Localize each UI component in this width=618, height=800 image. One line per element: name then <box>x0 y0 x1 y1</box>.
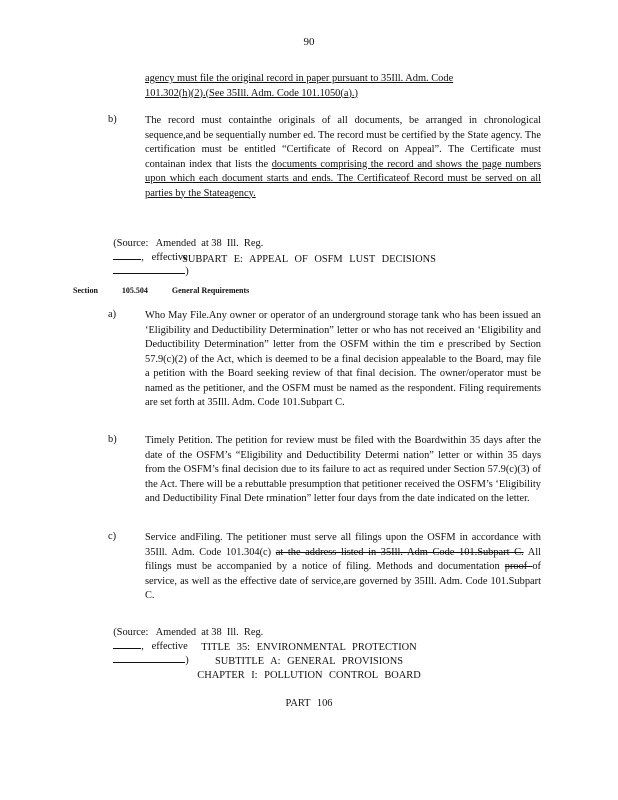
item-c-label: c) <box>108 531 117 542</box>
item-c-struck-text-1: at the address listed in 35Ill. Adm Code 101.Subpart C. <box>275 546 524 558</box>
source-2-suffix: ) <box>185 655 189 666</box>
item-b-label: b) <box>108 114 117 125</box>
title-line: TITLE 35: ENVIRONMENTAL PROTECTION <box>201 642 417 653</box>
subtitle-line: SUBTITLE A: GENERAL PROVISIONS <box>215 656 403 667</box>
item-a-label: a) <box>108 309 117 320</box>
carryover-line-1: agency must file the original record in paper pursuant to 35Ill. Adm. Code <box>145 73 454 84</box>
item-b2-label: b) <box>108 434 117 445</box>
carryover-line-2: 101.302(h)(2).(See 35Ill. Adm. Code 101.1050(a).) <box>145 87 358 99</box>
item-b2-paragraph: Timely Petition. The petition for review must be filed with the Boardwithin 35 days after the date of the OSFM’s “Eligibility and Deductibility Determi nation” letter or within 35 days from the OSFM’s final decision due to its failure to act as required under Section 57.9(c)(3) of the Act. There will be a rebuttable presumption that petitioner received the OSFM’s ‘Eligibility and Deductibility Final Dete rmination” letter four days from the date indicated on the letter. <box>145 435 541 504</box>
part-heading: PART 106 <box>285 698 333 709</box>
item-b-underlined-text: documents comprising the record and shows the page numbers upon which each document starts and ends. The Certificateof Record must be served on all parties by the Stateagency. <box>145 158 541 199</box>
source-suffix: ) <box>185 266 189 277</box>
item-c-text-1: Service andFiling. The petitioner must serve all filings upon the OSFM in accordance with 35Ill. Adm. Code 101.304(c) <box>145 532 541 558</box>
item-c-text-2: All filings must be accompanied by a notice of filing. Methods and documentation <box>145 546 541 572</box>
subpart-heading: SUBPART E: APPEAL OF OSFM LUST DECISIONS <box>182 254 436 265</box>
item-c-paragraph <box>145 531 541 604</box>
item-b-text: The record must containthe originals of all documents, be arranged in chronological sequence,and be sequentially number ed. The record must be certified by the State agency. The certification must be entitled “Certificate of Record on Appeal”. The Certificate must containan index that lists the <box>145 115 541 170</box>
chapter-line: CHAPTER I: POLLUTION CONTROL BOARD <box>197 670 421 681</box>
item-c-text-3: of service, as well as the effective date of service,are governed by 35Ill. Adm. Code 101.Subpart C. <box>145 561 542 601</box>
source-prefix: (Source: Amended at 38 Ill. Reg. <box>113 238 264 249</box>
item-b-paragraph <box>145 114 541 201</box>
source-middle: , effective <box>141 252 188 263</box>
source-2-prefix: (Source: Amended at 38 Ill. Reg. <box>113 627 264 638</box>
item-c-struck-text-2: proof <box>504 561 533 572</box>
page-number: 90 <box>303 36 315 48</box>
section-heading <box>73 286 271 295</box>
item-a-paragraph: Who May File.Any owner or operator of an underground storage tank who has been issued an ‘Eligibility and Deductibility Determination” letter or who has not received an ‘Eligibility and Deductibility Determination” letter from the OSFM within the tim e prescribed by Section 57.9(c)(2) of the Act, which is deemed to be a final decision appealable to the Board, may file a petition with the Board seeking review of that final decision. The owner/operator must be named as the petitioner, and the OSFM must be named as the respondent. Filing requirements are set forth at 35Ill. Adm. Code 101.Subpart C. <box>145 310 541 408</box>
source-2-middle: , effective <box>141 641 188 652</box>
section-label: Section <box>73 286 98 295</box>
carryover-paragraph <box>145 72 545 101</box>
source-note <box>108 227 448 277</box>
section-title: General Requirements <box>171 286 250 295</box>
section-number: 105.504 <box>121 286 148 295</box>
